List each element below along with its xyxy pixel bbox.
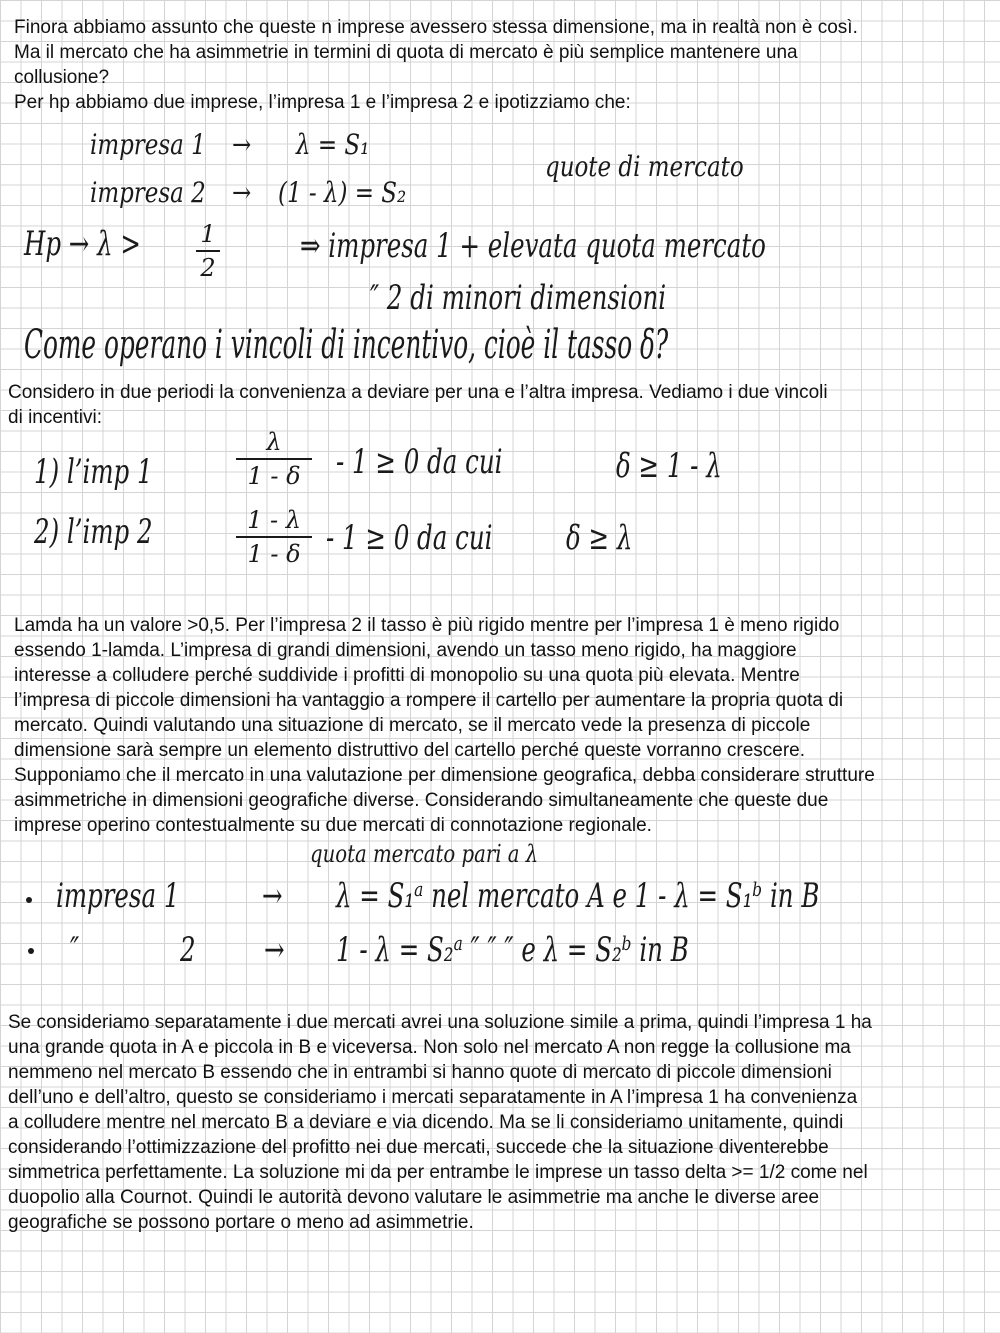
hw-implies-higher-share: ⇒ impresa 1 + elevata quota mercato xyxy=(300,226,766,266)
hw-constraint-2-result: δ ≥ λ xyxy=(566,518,633,558)
text-line: simmetrica perfettamente. La soluzione mi da per entrambe le imprese un tasso delta >= 1/2 come nel xyxy=(8,1162,868,1183)
bullet xyxy=(28,948,34,954)
hw-arrow: → xyxy=(232,128,252,161)
hw-row2-equation: 1 - λ = S₂ᵃ ″ ″ ″ e λ = S₂ᵇ in B xyxy=(336,930,689,970)
hw-row2-arrow: → xyxy=(264,930,285,970)
hw-constraint-1-result: δ ≥ 1 - λ xyxy=(616,446,722,486)
text-line: Lamda ha un valore >0,5. Per l’impresa 2 il tasso è più rigido mentre per l’impresa 1 è meno rigido xyxy=(14,615,840,636)
hw-fraction-1-minus-lambda-over-1-minus-delta xyxy=(236,506,312,568)
text-line: asimmetriche in dimensioni geografiche diverse. Considerando simultaneamente che queste due xyxy=(14,790,829,811)
text-line: interesse a colludere perché suddivide i profitti di monopolio su una quota più elevata. Mentre xyxy=(14,665,800,686)
text-line: Ma il mercato che ha asimmetrie in termini di quota di mercato è più semplice mantenere una xyxy=(14,42,798,63)
hw-fraction-one-half xyxy=(196,220,220,282)
bullet xyxy=(26,897,32,903)
text-line: imprese operino contestualmente su due mercati di connotazione regionale. xyxy=(14,815,652,836)
hw-fraction-lambda-over-1-minus-delta xyxy=(236,428,312,490)
text-line: una grande quota in A e piccola in B e viceversa. Non solo nel mercato A non regge la collusione ma xyxy=(8,1037,851,1058)
hw-quota-note: quota mercato pari a λ xyxy=(310,840,539,868)
text-line: dell’uno e dell’altro, questo se consideriamo i mercati separatamente in A l’impresa 1 ha convenienza xyxy=(8,1087,858,1108)
text-line: a colludere mentre nel mercato B a deviare e via dicendo. Ma se li consideriamo unitamente, quindi xyxy=(8,1112,844,1133)
hw-hypothesis: Hp → λ > xyxy=(24,224,141,264)
fraction-numerator: 1 - λ xyxy=(247,506,301,534)
text-line: essendo 1-lamda. L’impresa di grandi dimensioni, avendo un tasso meno rigido, ha maggiore xyxy=(14,640,797,661)
fraction-bar xyxy=(196,250,220,252)
fraction-bar xyxy=(236,458,312,460)
hw-smaller-size: ″ 2 di minori dimensioni xyxy=(370,278,667,318)
paragraph-conclusion xyxy=(8,1010,872,1235)
hw-row1-arrow: → xyxy=(262,876,283,916)
hw-row2-ditto: ″ xyxy=(70,930,80,970)
hw-row1-label: impresa 1 xyxy=(56,876,180,916)
text-line: Supponiamo che il mercato in una valutazione per dimensione geografica, debba considerare strutture xyxy=(14,765,875,786)
fraction-denominator: 2 xyxy=(200,254,216,282)
text-line: duopolio alla Cournot. Quindi le autorità devono valutare le asimmetrie ma anche le diverse aree xyxy=(8,1187,820,1208)
hw-equation-s2: (1 - λ) = S₂ xyxy=(278,176,407,209)
hw-constraint-1-label: 1) l’imp 1 xyxy=(34,452,153,492)
hw-impresa-2: impresa 2 xyxy=(90,176,206,209)
hw-constraint-2-label: 2) l’imp 2 xyxy=(34,512,153,552)
text-line: considerando l’ottimizzazione del profitto nei due mercati, succede che la situazione diventerebbe xyxy=(8,1137,829,1158)
text-line: di incentivi: xyxy=(8,407,102,428)
hw-row1-equation: λ = S₁ᵃ nel mercato A e 1 - λ = S₁ᵇ in B xyxy=(336,876,820,916)
text-line: Considero in due periodi la convenienza a deviare per una e l’altra impresa. Vediamo i due vincoli xyxy=(8,382,828,403)
text-line: Se consideriamo separatamente i due mercati avrei una soluzione simile a prima, quindi l’impresa 1 ha xyxy=(8,1012,872,1033)
hw-row2-number: 2 xyxy=(180,930,196,970)
text-line: l’impresa di piccole dimensioni ha vantaggio a rompere il cartello per aumentare la propria quota di xyxy=(14,690,844,711)
text-line: dimensione sarà sempre un elemento distruttivo del cartello perché queste vorranno crescere. xyxy=(14,740,806,761)
paragraph-incentives xyxy=(8,380,828,430)
fraction-bar xyxy=(236,536,312,538)
paragraph-intro xyxy=(14,15,858,115)
fraction-numerator: 1 xyxy=(200,220,216,248)
text-line: collusione? xyxy=(14,67,110,88)
hw-constraint-1-inequality: - 1 ≥ 0 da cui xyxy=(336,442,503,482)
text-line: geografiche se possono portare o meno ad asimmetrie. xyxy=(8,1212,474,1233)
hw-arrow: → xyxy=(232,176,252,209)
text-line: mercato. Quindi valutando una situazione di mercato, se il mercato vede la presenza di piccole xyxy=(14,715,811,736)
hw-equation-s1: λ = S₁ xyxy=(296,128,370,161)
text-line: nemmeno nel mercato B essendo che in entrambi si hanno quote di mercato di piccole dimensioni xyxy=(8,1062,832,1083)
text-line: Per hp abbiamo due imprese, l’impresa 1 e l’impresa 2 e ipotizziamo che: xyxy=(14,92,631,113)
hw-incentive-question: Come operano i vincoli di incentivo, cioè il tasso δ? xyxy=(24,322,669,368)
hw-constraint-2-inequality: - 1 ≥ 0 da cui xyxy=(326,518,493,558)
hw-quote-di-mercato: quote di mercato xyxy=(545,150,744,183)
fraction-denominator: 1 - δ xyxy=(247,540,301,568)
hw-impresa-1: impresa 1 xyxy=(90,128,206,161)
paragraph-lambda-discussion xyxy=(14,613,875,838)
fraction-numerator: λ xyxy=(266,428,282,456)
fraction-denominator: 1 - δ xyxy=(247,462,301,490)
text-line: Finora abbiamo assunto che queste n imprese avessero stessa dimensione, ma in realtà non è così. xyxy=(14,17,858,38)
